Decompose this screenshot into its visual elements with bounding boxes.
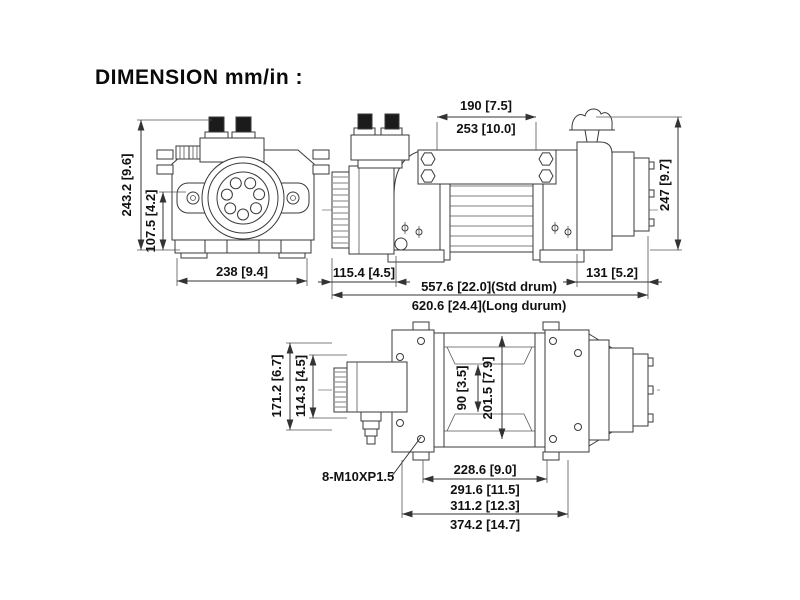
- clutch-stem: [585, 130, 599, 142]
- dim-end-overall-width: 238 [9.4]: [215, 264, 269, 279]
- dim-base-width-std: 311.2 [12.3]: [450, 498, 520, 513]
- dim-overall-length-long: 620.6 [24.4](Long durum): [411, 298, 567, 313]
- dim-bolt-span-std: 228.6 [9.0]: [453, 462, 517, 477]
- thread-note: 8-M10XP1.5: [322, 469, 395, 484]
- port-cap: [385, 114, 399, 129]
- valve-block: [200, 117, 264, 162]
- clutch-handwheel: [572, 109, 612, 130]
- dim-end-center-height: 107.5 [4.2]: [143, 189, 158, 253]
- valve-block: [351, 135, 409, 160]
- dim-bolt-span-long: 291.6 [11.5]: [450, 482, 520, 497]
- dim-drum-length-std: 190 [7.5]: [459, 98, 513, 113]
- clutch-and-gear-housing: [569, 109, 654, 250]
- drum-flange-right: [535, 333, 545, 447]
- dim-motor-length: 115.4 [4.5]: [332, 265, 396, 280]
- port-cap: [236, 117, 251, 132]
- dim-drum-length-long: 253 [10.0]: [456, 121, 516, 136]
- dim-valve-height: 114.3 [4.5]: [293, 354, 308, 418]
- port-cap: [358, 114, 372, 129]
- top-view-drawing: [269, 322, 662, 532]
- mounting-base: [175, 240, 311, 253]
- page-title: DIMENSION mm/in :: [95, 66, 304, 89]
- dim-base-width-long: 374.2 [14.7]: [449, 517, 521, 532]
- port-cap: [209, 117, 224, 132]
- drum-flange-left: [434, 333, 444, 447]
- tie-bar: [418, 150, 556, 184]
- dim-overall-length-std: 557.6 [22.0](Std drum): [421, 279, 557, 294]
- dim-top-overall-height: 171.2 [6.7]: [269, 354, 284, 418]
- dim-flange-width: 201.5 [7.9]: [480, 356, 495, 420]
- dim-side-overall-height: 247 [9.7]: [657, 158, 672, 212]
- gear-housing: [589, 340, 653, 440]
- hex-fittings: [176, 146, 202, 159]
- end-view-drawing: [119, 117, 329, 286]
- motor-flange: [202, 157, 284, 239]
- dim-gear-length: 131 [5.2]: [585, 265, 639, 280]
- breather-fitting: [361, 412, 381, 421]
- dim-end-overall-height: 243.2 [9.6]: [119, 153, 134, 217]
- side-view-drawing: [318, 98, 682, 313]
- dim-drum-width: 90 [3.5]: [454, 365, 469, 411]
